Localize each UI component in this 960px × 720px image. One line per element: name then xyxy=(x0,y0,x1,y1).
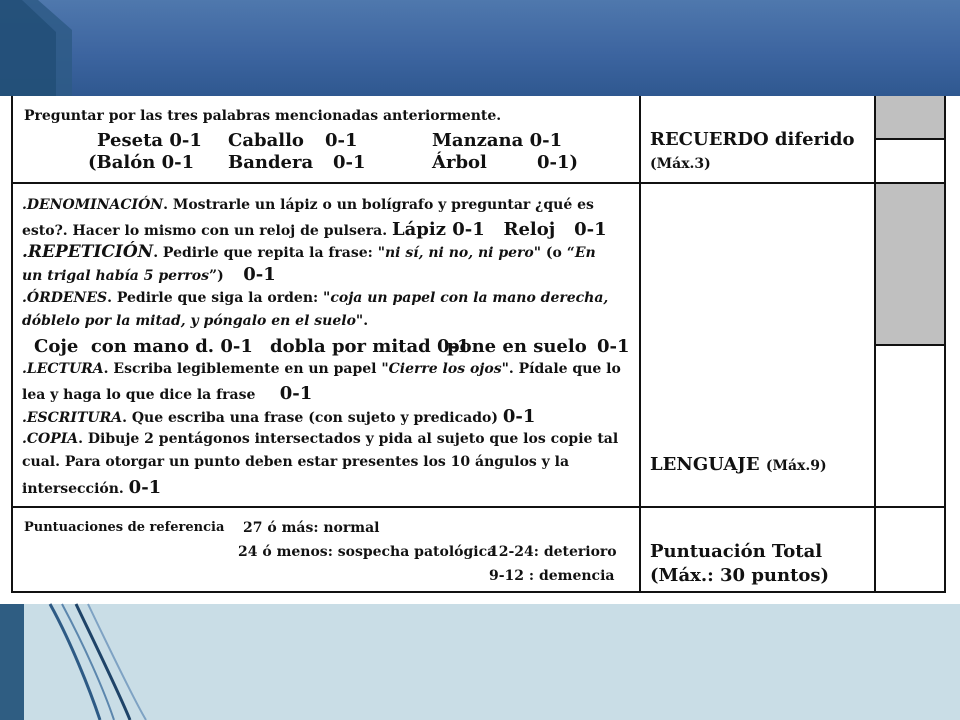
recall-alt-word-2-score: 0-1 xyxy=(333,152,366,173)
score-divider-b xyxy=(874,344,946,346)
denomination-line-1: .DENOMINACIÓN. Mostrarle un lápiz o un bolígrafo y preguntar ¿qué es xyxy=(22,197,594,213)
recall-max: (Máx.3) xyxy=(650,156,711,172)
total-max: (Máx.: 30 puntos) xyxy=(650,565,830,586)
reference-demencia: 9-12 : demencia xyxy=(489,568,615,584)
denomination-line-2: esto?. Hacer lo mismo con un reloj de pulsera. Lápiz 0-1 Reloj 0-1 xyxy=(22,219,607,240)
reading-line-1: .LECTURA. Escriba legiblemente en un papel "Cierre los ojos". Pídale que lo xyxy=(22,361,621,377)
total-label: Puntuación Total xyxy=(650,541,823,562)
copy-line-3: intersección. 0-1 xyxy=(22,477,162,498)
slide-bottom-panel xyxy=(0,604,960,720)
orders-item-1: Coje con mano d. 0-1 xyxy=(34,336,253,357)
copy-line-2: cual. Para otorgar un punto deben estar presentes los 10 ángulos y la xyxy=(22,454,570,470)
orders-item-3: pone en suelo xyxy=(447,336,587,357)
recall-alt-word-2: Bandera xyxy=(228,152,314,173)
recall-instruction: Preguntar por las tres palabras mencionadas anteriormente. xyxy=(24,108,502,124)
writing-line: .ESCRITURA. Que escriba una frase (con sujeto y predicado) 0-1 xyxy=(22,406,536,427)
recall-alt-word-3: Árbol xyxy=(432,152,487,173)
document-scan xyxy=(0,96,960,604)
recall-alt-word-3-score: 0-1) xyxy=(537,152,579,173)
row-divider-1 xyxy=(11,182,946,184)
recall-word-3: Manzana 0-1 xyxy=(432,130,563,151)
slide-bottom-edge xyxy=(0,604,24,720)
slide-header-bar xyxy=(0,0,960,96)
reference-normal: 27 ó más: normal xyxy=(243,520,380,536)
reference-label: Puntuaciones de referencia xyxy=(24,520,225,535)
recall-word-1: Peseta 0-1 xyxy=(97,130,202,151)
reference-suspect: 24 ó menos: sospecha patológica xyxy=(238,544,497,560)
recall-word-2-score: 0-1 xyxy=(325,130,358,151)
recall-alt-word-1: (Balón 0-1 xyxy=(88,152,195,173)
orders-line-1: .ÓRDENES. Pedirle que siga la orden: "coja un papel con la mano derecha, xyxy=(22,290,609,306)
reference-deterioro: 12-24: deterioro xyxy=(489,544,617,560)
score-cell-shaded-1 xyxy=(876,96,944,138)
score-divider-a xyxy=(874,138,946,140)
recall-word-2: Caballo xyxy=(228,130,304,151)
orders-item-3-score: 0-1 xyxy=(597,336,630,357)
orders-line-2: dóblelo por la mitad, y póngalo en el suelo". xyxy=(22,313,369,329)
orders-item-2: dobla por mitad 0-1 xyxy=(270,336,470,357)
column-divider-label xyxy=(639,96,641,593)
repetition-line-2: un trigal había 5 perros”) 0-1 xyxy=(22,264,276,285)
reading-line-2: lea y haga lo que dice la frase 0-1 xyxy=(22,383,313,404)
recall-label: RECUERDO diferido xyxy=(650,129,855,150)
row-divider-2 xyxy=(11,506,946,508)
score-cell-shaded-2 xyxy=(876,184,944,344)
language-label: LENGUAJE (Máx.9) xyxy=(650,454,827,475)
repetition-line-1: .REPETICIÓN. Pedirle que repita la frase: "ni sí, ni no, ni pero" (o “En xyxy=(22,242,596,262)
copy-line-1: .COPIA. Dibuje 2 pentágonos intersectados y pida al sujeto que los copie tal xyxy=(22,431,619,447)
